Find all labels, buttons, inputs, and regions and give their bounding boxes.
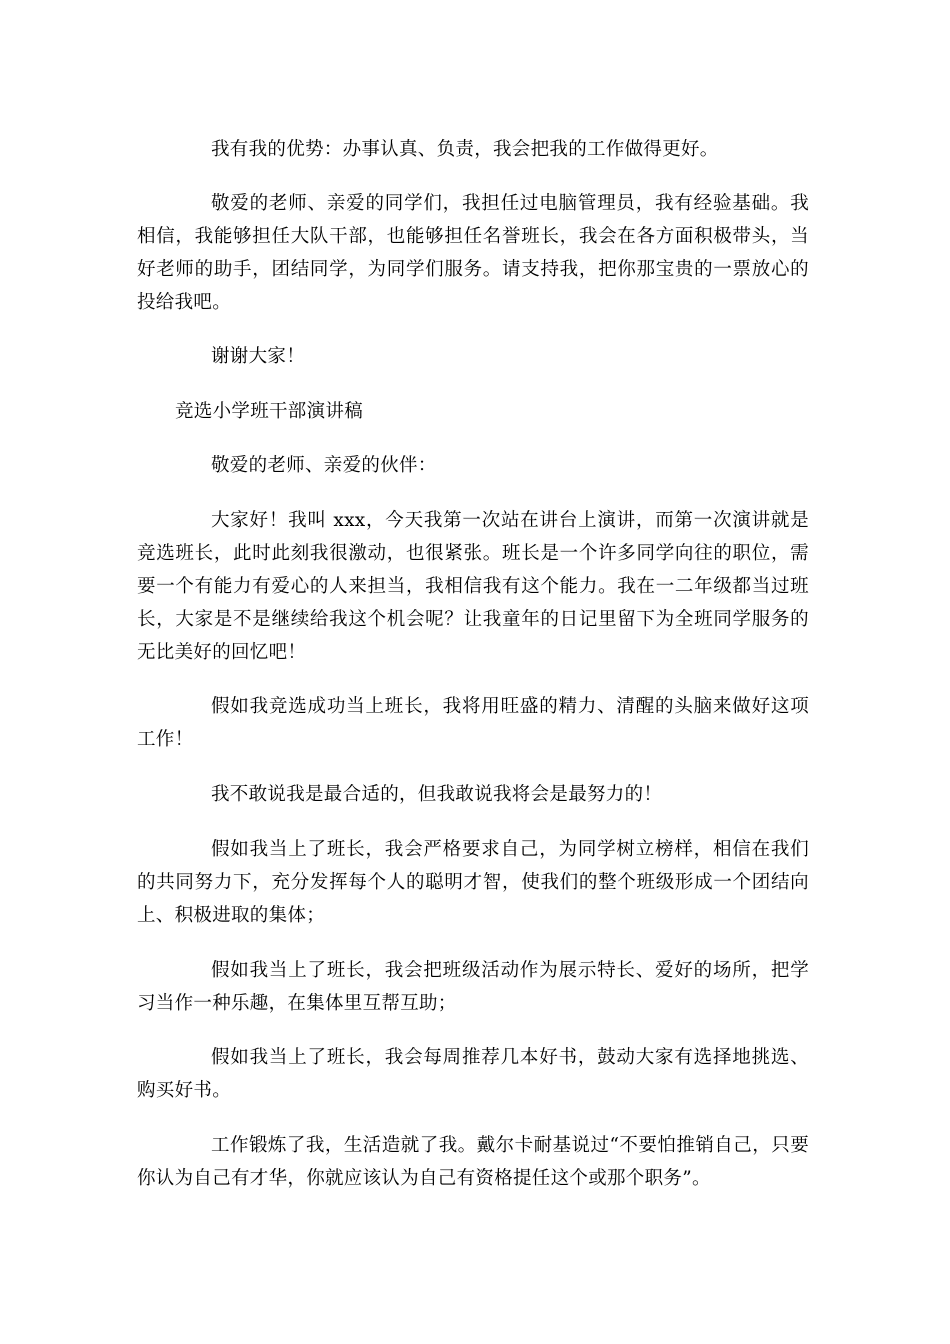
paragraph-introduction: 大家好！我叫 xxx，今天我第一次站在讲台上演讲，而第一次演讲就是竞选班长，此时此刻我很激动，也很紧张。班长是一个许多同学向往的职位，需要一个有能力有爱心的人来担当，我相信我有这个能力。我在一二年级都当过班长，大家是不是继续给我这个机会呢？让我童年的日记里留下为全班同学服务的无比美好的回忆吧！ xyxy=(137,510,809,663)
paragraph-carnegie-quote: 工作锻炼了我，生活造就了我。戴尔卡耐基说过“不要怕推销自己，只要你认为自己有才华，你就应该认为自己有资格提任这个或那个职务”。 xyxy=(137,1135,809,1189)
paragraph-advantage: 我有我的优势：办事认真、负责，我会把我的工作做得更好。 xyxy=(211,139,719,160)
paragraph-thanks: 谢谢大家！ xyxy=(211,346,306,367)
paragraph-role-model: 假如我当上了班长，我会严格要求自己，为同学树立榜样，相信在我们的共同努力下，充分发挥每个人的聪明才智，使我们的整个班级形成一个团结向上、积极进取的集体； xyxy=(137,839,809,926)
paragraph-effort: 我不敢说我是最合适的，但我敢说我将会是最努力的！ xyxy=(211,784,663,805)
paragraph-experience: 敬爱的老师、亲爱的同学们，我担任过电脑管理员，我有经验基础。我相信，我能够担任大队干部，也能够担任名誉班长，我会在各方面积极带头，当好老师的助手，团结同学，为同学们服务。请支持我，把你那宝贵的一票放心的投给我吧。 xyxy=(137,193,809,313)
paragraph-greeting: 敬爱的老师、亲爱的伙伴： xyxy=(211,455,437,476)
paragraph-class-activities: 假如我当上了班长，我会把班级活动作为展示特长、爱好的场所，把学习当作一种乐趣，在集体里互帮互助； xyxy=(137,960,809,1014)
paragraph-if-elected: 假如我竞选成功当上班长，我将用旺盛的精力、清醒的头脑来做好这项工作！ xyxy=(137,696,809,750)
speech-title: 竞选小学班干部演讲稿 xyxy=(175,401,364,422)
paragraph-books: 假如我当上了班长，我会每周推荐几本好书，鼓动大家有选择地挑选、购买好书。 xyxy=(137,1047,809,1101)
